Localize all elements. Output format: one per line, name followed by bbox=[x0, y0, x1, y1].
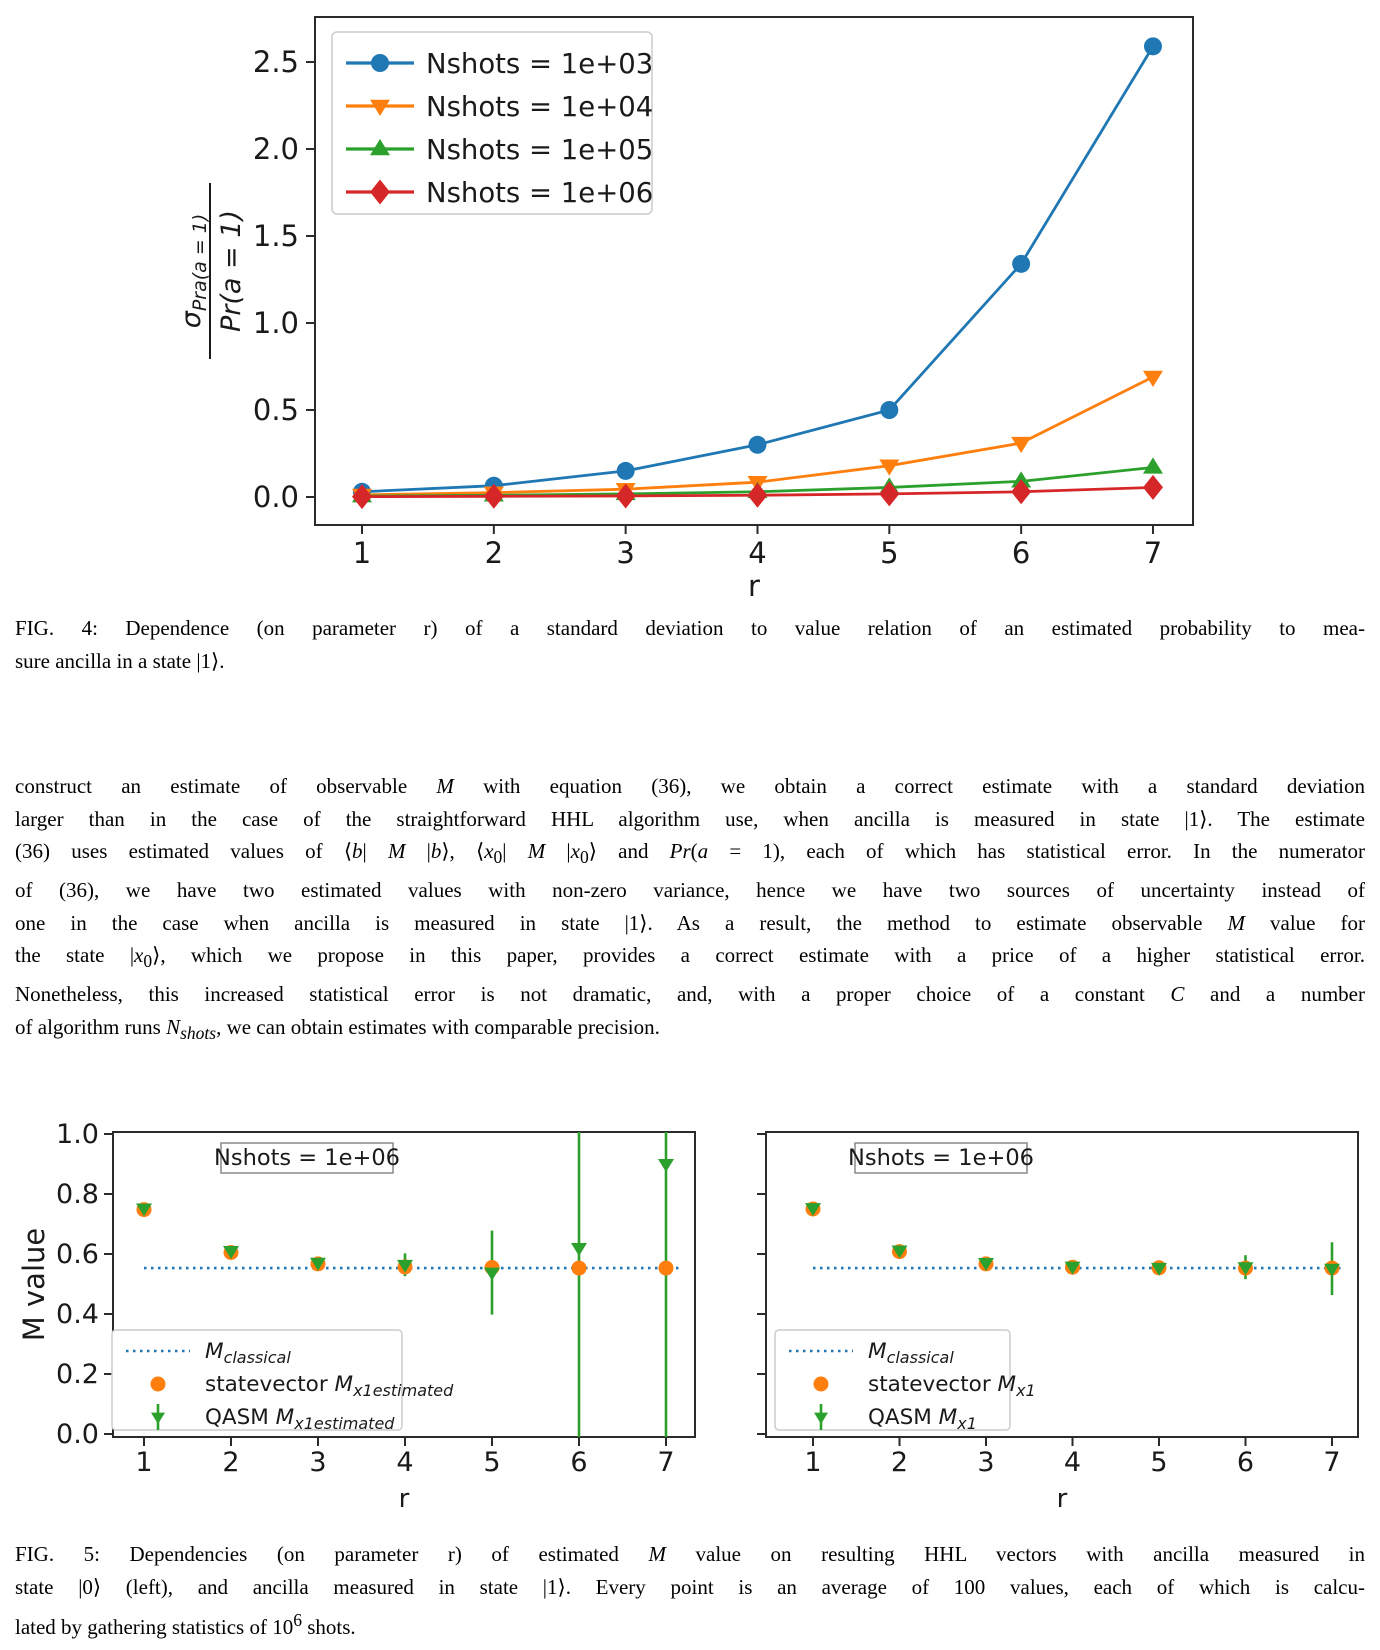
data-point bbox=[1143, 475, 1163, 500]
y-tick-label: 0.0 bbox=[252, 480, 299, 514]
statevector-point bbox=[572, 1261, 587, 1276]
y-tick-label: 2.0 bbox=[252, 132, 299, 166]
body-line: construct an estimate of observable M with equation (36), we obtain a correct estimate with a standard deviation bbox=[15, 774, 1365, 798]
legend-label: statevector $M_{x1}$ bbox=[868, 1372, 1036, 1400]
legend-label: Nshots = 1e+03 bbox=[426, 48, 654, 80]
fig5-right-legend bbox=[775, 1330, 1036, 1433]
x-tick-label: 7 bbox=[1323, 1447, 1341, 1478]
y-tick-label: 1.5 bbox=[252, 219, 299, 253]
x-axis-label: r bbox=[398, 1484, 410, 1514]
x-tick-label: 6 bbox=[1236, 1447, 1255, 1478]
x-tick-label: 6 bbox=[570, 1447, 588, 1478]
legend-label: Nshots = 1e+05 bbox=[426, 134, 654, 166]
data-point bbox=[879, 481, 899, 506]
fig5-charts bbox=[0, 1075, 1380, 1525]
x-tick-label: 3 bbox=[616, 536, 635, 570]
fig4-chart bbox=[0, 0, 1380, 600]
x-tick-label: 7 bbox=[1143, 536, 1163, 570]
ylabel-numerator: $\sigma_{Pra(a = 1)}$ bbox=[176, 213, 211, 329]
legend-label: QASM $M_{x1}$ bbox=[868, 1405, 977, 1433]
x-tick-label: 3 bbox=[309, 1447, 327, 1478]
data-point bbox=[1012, 255, 1030, 273]
x-tick-label: 5 bbox=[1150, 1447, 1168, 1478]
fig5-left-legend bbox=[112, 1330, 454, 1433]
statevector-point bbox=[659, 1261, 674, 1276]
fig4-caption-line1: FIG. 4: Dependence (on parameter r) of a standard deviation to value relation of an estimated probability to mea- bbox=[15, 616, 1365, 640]
data-point bbox=[880, 401, 898, 419]
body-line: of algorithm runs $N_{shots}$, we can obtain estimates with comparable precision. bbox=[15, 1014, 660, 1043]
x-tick-label: 1 bbox=[135, 1447, 153, 1478]
fig5-caption-line1: FIG. 5: Dependencies (on parameter r) of estimated M value on resulting HHL vectors with ancilla measured in bbox=[15, 1542, 1365, 1566]
legend-label: $M_{classical}$ bbox=[205, 1339, 291, 1367]
fig4-legend bbox=[332, 32, 653, 214]
x-tick-label: 7 bbox=[657, 1447, 675, 1478]
y-tick-label: 2.5 bbox=[252, 45, 299, 79]
body-line: the state $|x_0⟩$, which we propose in this paper, provides a correct estimate with a price of a higher statistical error. bbox=[15, 943, 1366, 972]
x-tick-label: 1 bbox=[804, 1447, 822, 1478]
legend-label: $M_{classical}$ bbox=[868, 1339, 954, 1367]
fig4-y-axis-label bbox=[176, 183, 247, 359]
legend-label: QASM $M_{x1estimated}$ bbox=[205, 1405, 395, 1433]
data-point bbox=[1144, 37, 1162, 55]
ylabel-denominator: Pr(a = 1) bbox=[216, 210, 247, 332]
legend-label: Nshots = 1e+04 bbox=[426, 91, 654, 123]
fig5-caption-line2: state |0⟩ (left), and ancilla measured in state |1⟩. Every point is an average of 100 values, each of which is calcu- bbox=[15, 1575, 1365, 1599]
legend-marker bbox=[371, 54, 389, 72]
fig5-caption-line3: lated by gathering statistics of $10^6$ shots. bbox=[15, 1610, 356, 1639]
nshots-annotation: Nshots = 1e+06 bbox=[214, 1145, 400, 1171]
y-tick-label: 0.2 bbox=[56, 1359, 99, 1390]
legend-dot-sample bbox=[151, 1377, 166, 1392]
y-tick-label: 0.4 bbox=[56, 1299, 99, 1330]
body-line: larger than in the case of the straightforward HHL algorithm use, when ancilla is measured in state |1⟩. The estimate bbox=[15, 806, 1365, 831]
x-tick-label: 5 bbox=[483, 1447, 501, 1478]
qasm-point bbox=[484, 1268, 500, 1281]
x-axis-label: r bbox=[1056, 1484, 1068, 1514]
x-tick-label: 5 bbox=[880, 536, 899, 570]
data-point bbox=[1143, 371, 1163, 387]
y-axis-label-text: M value bbox=[17, 1227, 51, 1342]
x-tick-label: 3 bbox=[977, 1447, 995, 1478]
fig5-caption bbox=[15, 1538, 1365, 1644]
data-point bbox=[617, 462, 635, 480]
error-bars bbox=[813, 1206, 1332, 1295]
qasm-point bbox=[571, 1243, 587, 1256]
x-tick-label: 2 bbox=[222, 1447, 240, 1478]
y-tick-label: 1.0 bbox=[252, 306, 299, 340]
x-tick-label: 1 bbox=[352, 536, 372, 570]
legend-label: Nshots = 1e+06 bbox=[426, 177, 654, 209]
legend-label: statevector $M_{x1estimated}$ bbox=[205, 1372, 454, 1400]
body-paragraph bbox=[15, 770, 1365, 1049]
x-tick-label: 2 bbox=[484, 536, 504, 570]
data-point bbox=[1143, 457, 1163, 473]
fig4-caption bbox=[15, 612, 1365, 678]
fig4-caption-line2: sure ancilla in a state |1⟩. bbox=[15, 649, 225, 673]
body-line: Nonetheless, this increased statistical error is not dramatic, and, with a proper choice of a constant C and a number bbox=[15, 981, 1365, 1006]
x-tick-label: 4 bbox=[1063, 1447, 1082, 1478]
data-point bbox=[747, 483, 767, 508]
x-tick-label: 2 bbox=[890, 1447, 909, 1478]
y-tick-label: 0.6 bbox=[56, 1239, 99, 1270]
qasm-point bbox=[658, 1159, 674, 1172]
fig5-y-axis-label bbox=[17, 1228, 51, 1341]
nshots-annotation: Nshots = 1e+06 bbox=[848, 1145, 1034, 1171]
x-tick-label: 4 bbox=[396, 1447, 414, 1478]
fig5-right-panel bbox=[757, 1132, 1358, 1514]
x-tick-label: 6 bbox=[1011, 536, 1031, 570]
y-tick-label: 0.0 bbox=[56, 1419, 99, 1450]
body-line: of (36), we have two estimated values with non-zero variance, hence we have two sources of uncertainty instead of bbox=[15, 877, 1365, 902]
body-line: one in the case when ancilla is measured in state |1⟩. As a result, the method to estimate observable M value for bbox=[15, 910, 1365, 935]
y-tick-label: 0.5 bbox=[252, 393, 299, 427]
y-tick-label: 0.8 bbox=[56, 1179, 99, 1210]
body-line: (36) uses estimated values of ⟨b| M |b⟩, $⟨x_0|$ M $|x_0⟩$ and Pr(a = 1), each of which has statistical error. In the numerator bbox=[15, 839, 1365, 868]
x-tick-label: 4 bbox=[748, 536, 767, 570]
fig4-x-axis-label: r bbox=[748, 569, 760, 600]
data-point bbox=[748, 436, 766, 454]
fig5-left-panel bbox=[17, 1075, 695, 1525]
legend-dot-sample bbox=[814, 1377, 829, 1392]
y-tick-label: 1.0 bbox=[56, 1119, 99, 1150]
